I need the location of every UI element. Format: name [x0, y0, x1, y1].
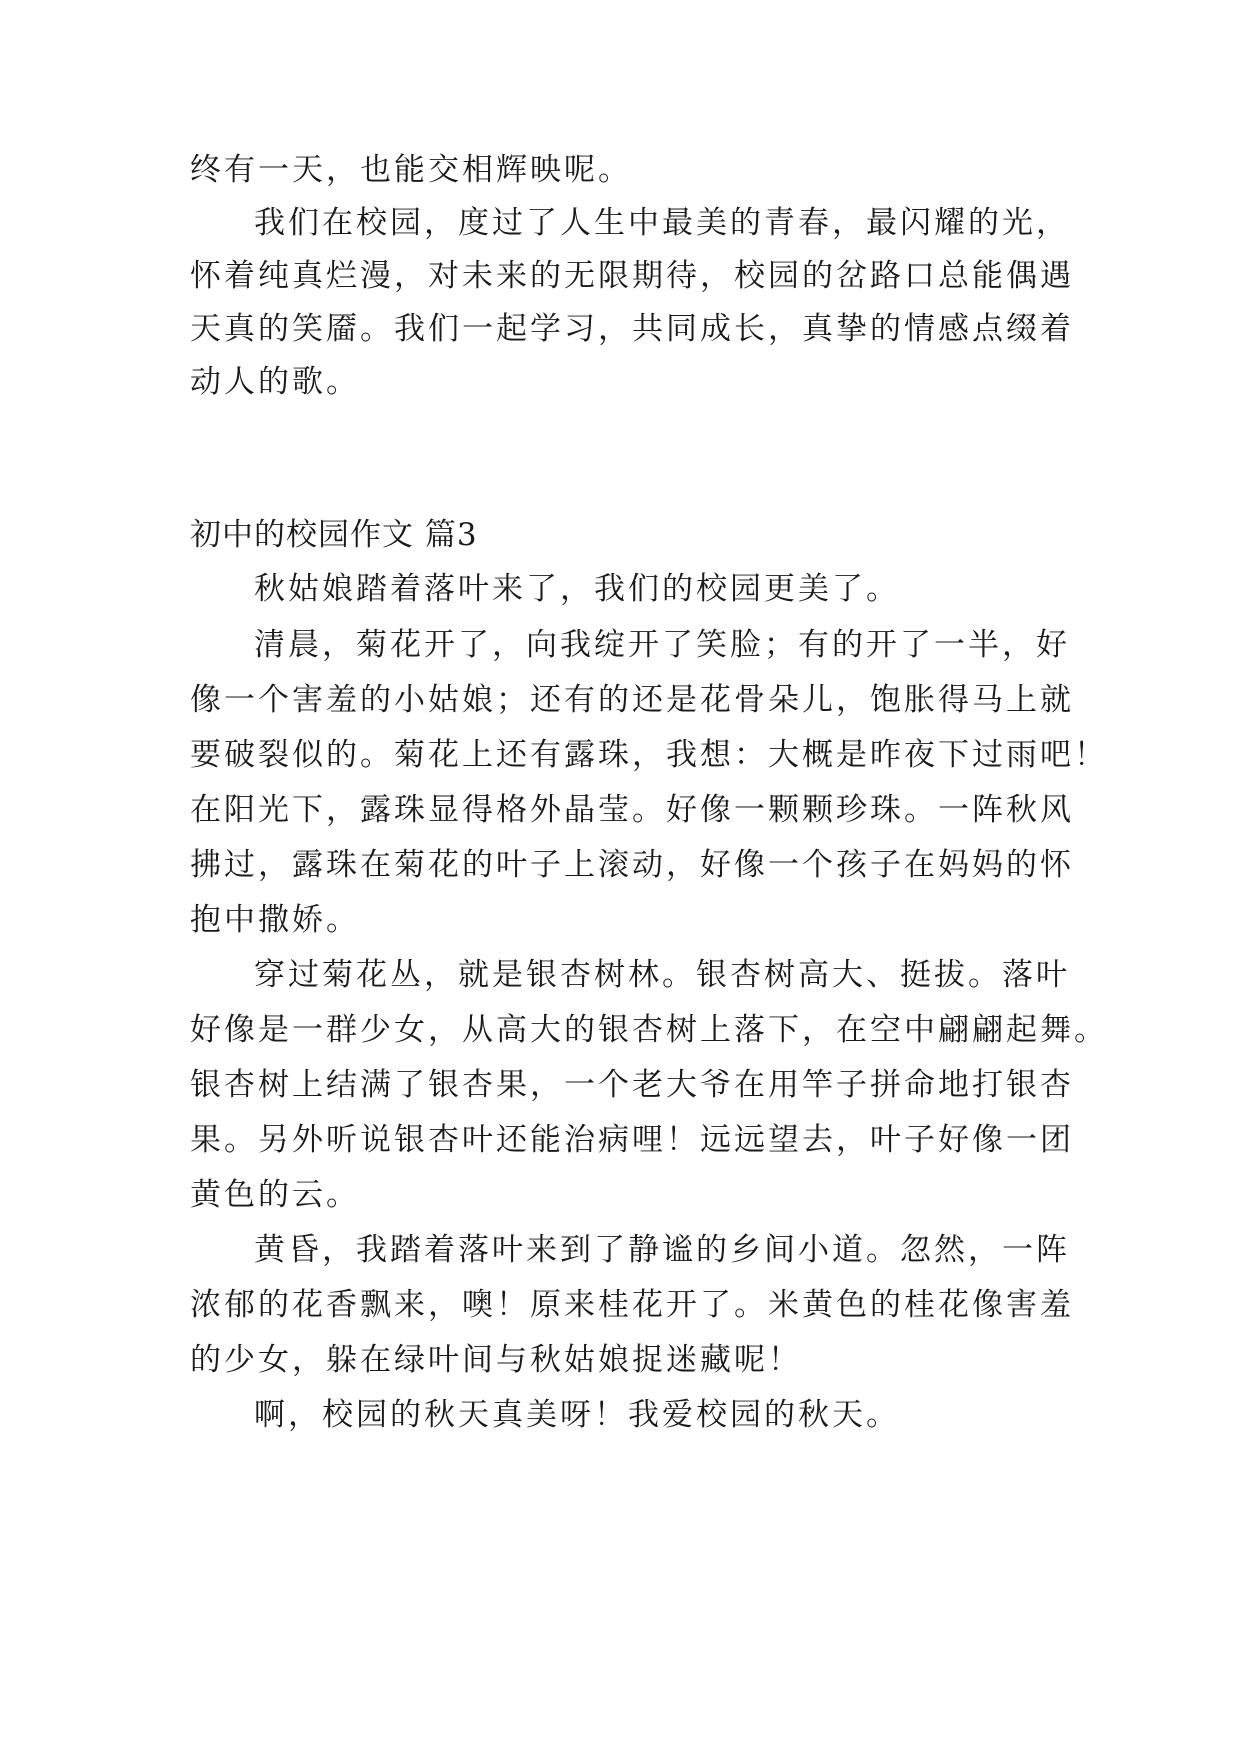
- text-line: 浓郁的花香飘来，噢！原来桂花开了。米黄色的桂花像害羞: [190, 1287, 1074, 1323]
- text-line: 黄色的云。: [190, 1177, 360, 1213]
- text-line: 怀着纯真烂漫，对未来的无限期待，校园的岔路口总能偶遇: [190, 258, 1074, 294]
- text-line: 银杏树上结满了银杏果，一个老大爷在用竿子拼命地打银杏: [190, 1067, 1074, 1103]
- text-line: 拂过，露珠在菊花的叶子上滚动，好像一个孩子在妈妈的怀: [190, 847, 1074, 883]
- paragraph-first-line: 啊，校园的秋天真美呀！我爱校园的秋天。: [254, 1397, 900, 1433]
- text-line: 好像是一群少女，从高大的银杏树上落下，在空中翩翩起舞。: [190, 1012, 1108, 1048]
- text-line: 天真的笑靥。我们一起学习，共同成长，真挚的情感点缀着: [190, 311, 1074, 347]
- text-line: 终有一天，也能交相辉映呢。: [190, 152, 632, 188]
- section-heading: 初中的校园作文 篇3: [190, 517, 478, 553]
- text-line: 动人的歌。: [190, 364, 360, 400]
- text-line: 要破裂似的。菊花上还有露珠，我想：大概是昨夜下过雨吧！: [190, 737, 1108, 773]
- text-line: 果。另外听说银杏叶还能治病哩！远远望去，叶子好像一团: [190, 1122, 1074, 1158]
- text-line: 像一个害羞的小姑娘；还有的还是花骨朵儿，饱胀得马上就: [190, 682, 1074, 718]
- paragraph-first-line: 穿过菊花丛，就是银杏树林。银杏树高大、挺拔。落叶: [254, 957, 1070, 993]
- paragraph-first-line: 黄昏，我踏着落叶来到了静谧的乡间小道。忽然，一阵: [254, 1232, 1070, 1268]
- text-line: 的少女，躲在绿叶间与秋姑娘捉迷藏呢！: [190, 1342, 802, 1378]
- paragraph-first-line: 清晨，菊花开了，向我绽开了笑脸；有的开了一半，好: [254, 627, 1070, 663]
- text-line: 抱中撒娇。: [190, 902, 360, 938]
- paragraph-first-line: 秋姑娘踏着落叶来了，我们的校园更美了。: [254, 571, 900, 607]
- text-line: 在阳光下，露珠显得格外晶莹。好像一颗颗珍珠。一阵秋风: [190, 792, 1074, 828]
- paragraph-first-line: 我们在校园，度过了人生中最美的青春，最闪耀的光，: [254, 205, 1070, 241]
